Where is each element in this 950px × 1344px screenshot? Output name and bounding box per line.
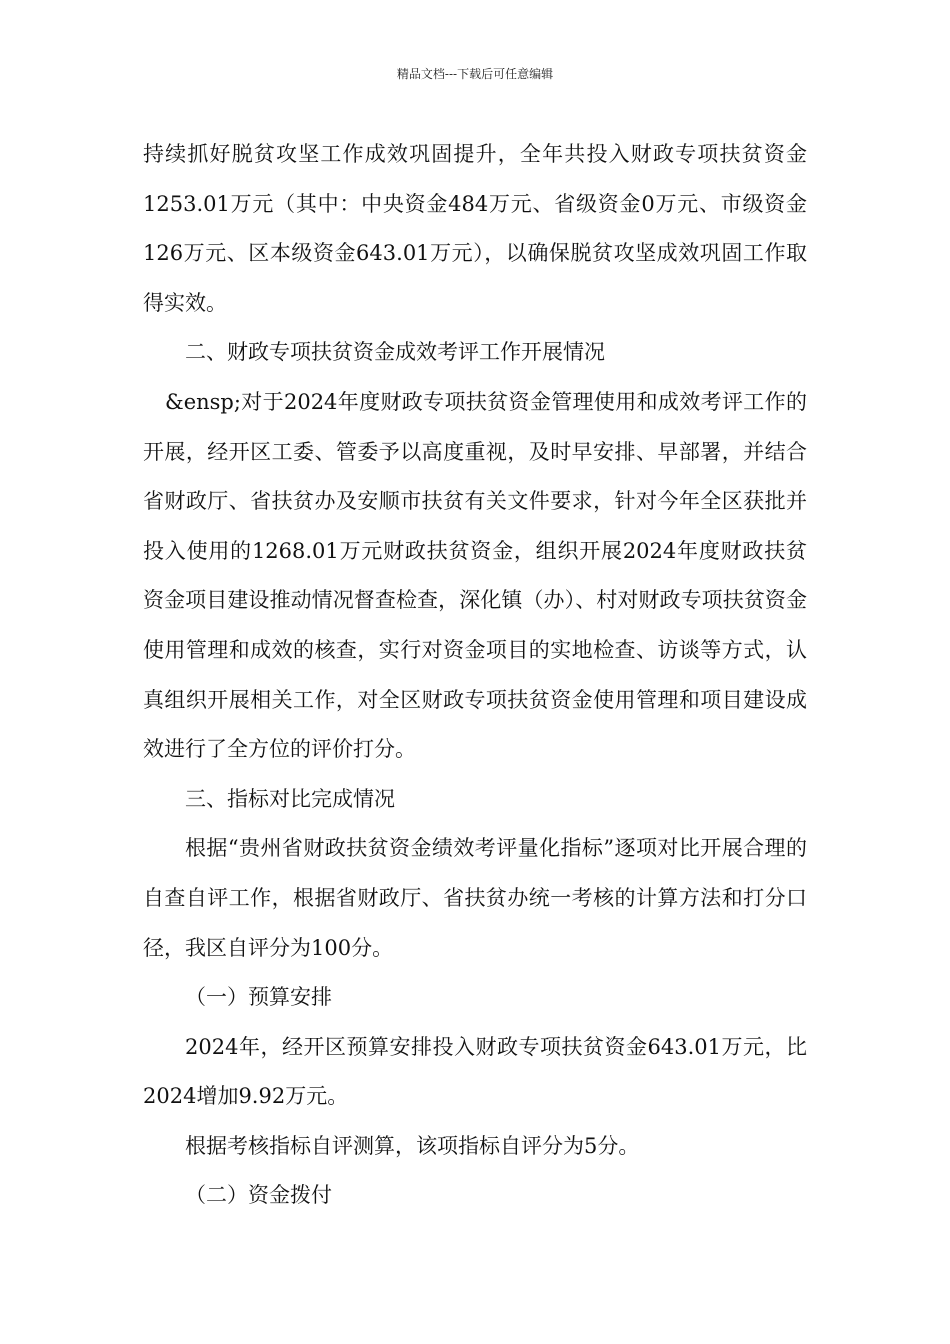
paragraph-evaluation-work: &ensp;对于2024年度财政专项扶贫资金管理使用和成效考评工作的开展，经开区工委、管委予以高度重视，及时早安排、早部署，并结合省财政厅、省扶贫办及安顺市扶贫有关文件要求，针对今年全区获批并投入使用的1268.01万元财政扶贫资金，组织开展2024年度财政扶贫资金项目建设推动情况督查检查，深化镇（办）、村对财政专项扶贫资金使用管理和成效的核查，实行对资金项目的实地检查、访谈等方式，认真组织开展相关工作，对全区财政专项扶贫资金使用管理和项目建设成效进行了全方位的评价打分。 bbox=[143, 389, 807, 762]
page-header: 精品文档---下载后可任意编辑 bbox=[396, 67, 554, 81]
section-heading-2: 二、财政专项扶贫资金成效考评工作开展情况 bbox=[185, 340, 605, 365]
section-heading-3: 三、指标对比完成情况 bbox=[185, 786, 395, 811]
paragraph-budget-score: 根据考核指标自评测算，该项指标自评分为5分。 bbox=[185, 1133, 640, 1158]
paragraph-self-evaluation: 根据“贵州省财政扶贫资金绩效考评量化指标”逐项对比开展合理的自查自评工作，根据省财政厅、省扶贫办统一考核的计算方法和打分口径，我区自评分为100分。 bbox=[143, 836, 807, 960]
subsection-heading-disbursement: （二）资金拨付 bbox=[185, 1183, 332, 1208]
paragraph-budget-amount: 2024年，经开区预算安排投入财政专项扶贫资金643.01万元，比2024增加9.92万元。 bbox=[143, 1034, 807, 1109]
paragraph-funding-summary: 持续抓好脱贫攻坚工作成效巩固提升，全年共投入财政专项扶贫资金1253.01万元（其中：中央资金484万元、省级资金0万元、市级资金126万元、区本级资金643.01万元），以确保脱贫攻坚成效巩固工作取得实效。 bbox=[143, 142, 807, 315]
subsection-heading-budget: （一）预算安排 bbox=[185, 985, 332, 1010]
document-body bbox=[143, 130, 807, 1221]
